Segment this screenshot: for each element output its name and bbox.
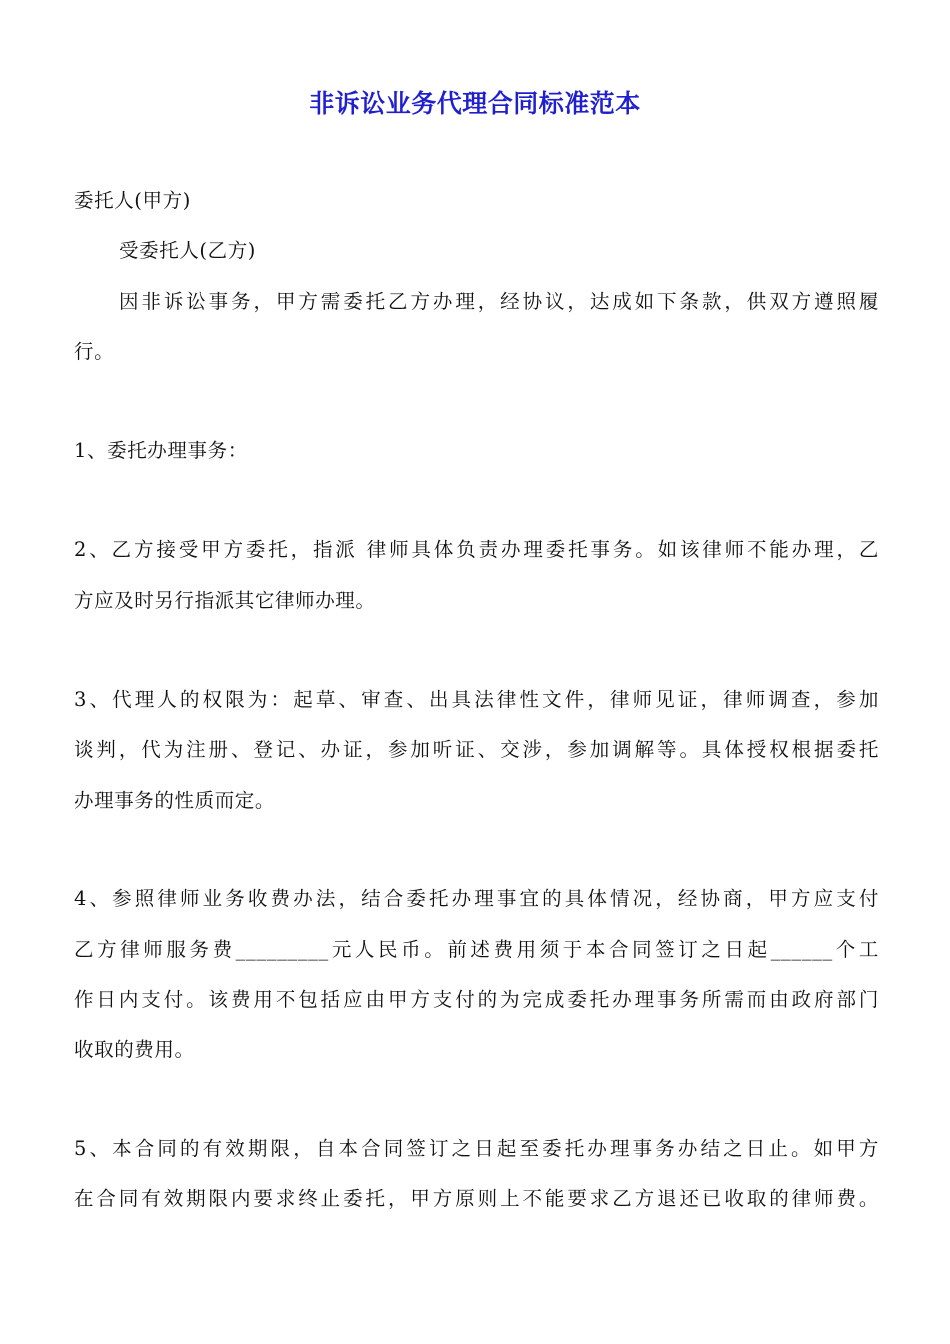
- clause-1-line-1: 1、委托办理事务：: [74, 439, 248, 462]
- party-a-label: 委托人(甲方): [74, 189, 191, 212]
- clause-4-line-1: 4、参照律师业务收费办法，结合委托办理事宜的具体情况，经协商，甲方应支付: [74, 887, 879, 910]
- clause-5-line-1: 5、本合同的有效期限，自本合同签订之日起至委托办理事务办结之日止。如甲方: [74, 1137, 879, 1160]
- clause-2-line-1: 2、乙方接受甲方委托，指派 律师具体负责办理委托事务。如该律师不能办理，乙: [74, 538, 879, 561]
- clause-4-line-2: 乙方律师服务费_________元人民币。前述费用须于本合同签订之日起______个工: [74, 938, 879, 961]
- party-b-label: 受委托人(乙方): [119, 239, 257, 262]
- clause-5-line-2: 在合同有效期限内要求终止委托，甲方原则上不能要求乙方退还已收取的律师费。: [74, 1187, 879, 1210]
- preamble-line-2: 行。: [74, 340, 115, 363]
- clause-4-line-4: 收取的费用。: [74, 1038, 195, 1061]
- clause-2-line-2: 方应及时另行指派其它律师办理。: [74, 589, 376, 612]
- clause-3-line-1: 3、代理人的权限为：起草、审查、出具法律性文件，律师见证，律师调查，参加: [74, 688, 879, 711]
- clause-4-line-3: 作日内支付。该费用不包括应由甲方支付的为完成委托办理事务所需而由政府部门: [74, 988, 879, 1011]
- preamble-line-1: 因非诉讼事务，甲方需委托乙方办理，经协议，达成如下条款，供双方遵照履: [119, 290, 879, 313]
- document-title: 非诉讼业务代理合同标准范本: [309, 89, 641, 118]
- clause-3-line-2: 谈判，代为注册、登记、办证，参加听证、交涉，参加调解等。具体授权根据委托: [74, 738, 879, 761]
- clause-3-line-3: 办理事务的性质而定。: [74, 789, 276, 812]
